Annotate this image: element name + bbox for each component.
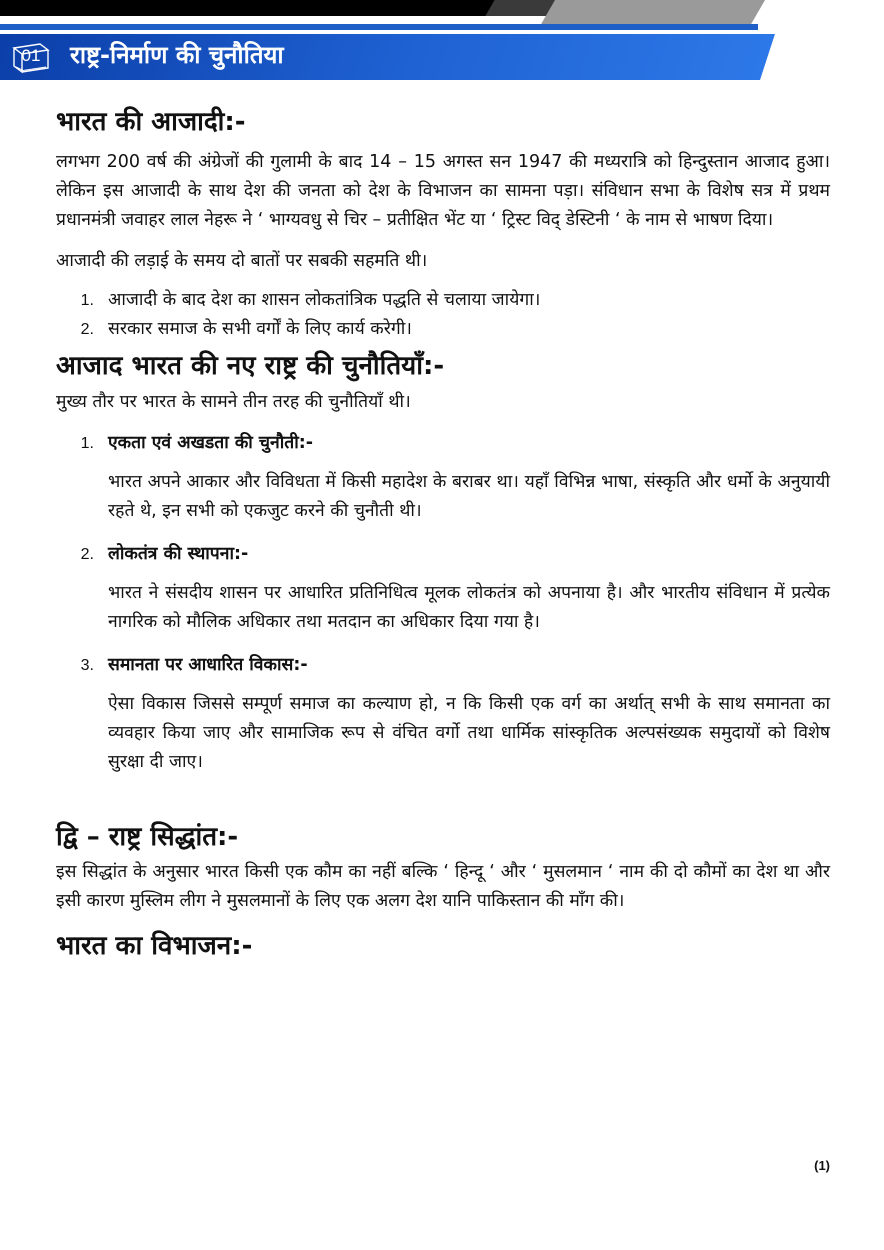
section-heading-partition: भारत का विभाजन:- — [56, 931, 253, 962]
list-item: 2. सरकार समाज के सभी वर्गों के लिए कार्य करेगी। — [80, 318, 412, 339]
list-number: 2. — [80, 545, 94, 563]
subheading: एकता एवं अखडता की चुनौती:- — [108, 432, 314, 453]
section-heading-challenges: आजाद भारत की नए राष्ट्र की चुनौतियाँ:- — [56, 350, 445, 381]
paragraph-independence: लगभग 200 वर्ष की अंग्रेजों की गुलामी के बाद 14 – 15 अगस्त सन 1947 की मध्यरात्रि को हिन्दुस्तान आजाद हुआ। लेकिन इस आजादी के साथ देश की जनता को देश के विभाजन का सामना पड़ा। संविधान सभा के विशेष सत्र में प्रथम प्रधानमंत्री जवाहर लाल नेहरू ने ‘ भाग्यवधु से चिर – प्रतीक्षित भेंट या ‘ ट्रिस्ट विद् डेस्टिनी ‘ के नाम से भाषण दिया। — [56, 151, 830, 230]
challenge-item — [56, 651, 830, 777]
list-number: 3. — [80, 656, 94, 674]
consensus-list — [56, 286, 830, 344]
challenge-description: भारत अपने आकार और विविधता में किसी महादेश के बराबर था। यहाँ विभिन्न भाषा, संस्कृति और धर्मो के अनुयायी रहते थे, इन सभी को एकजुट करने की चुनौती थी। — [108, 471, 830, 521]
challenge-description: भारत ने संसदीय शासन पर आधारित प्रतिनिधित्व मूलक लोकतंत्र को अपनाया है। और भारतीय संविधान में प्रत्येक नागरिक को मौलिक अधिकार तथा मतदान का अधिकार दिया गया है। — [108, 582, 830, 632]
list-number: 1. — [80, 434, 94, 452]
challenge-item — [56, 540, 830, 637]
subheading: समानता पर आधारित विकास:- — [108, 654, 308, 675]
challenge-description: ऐसा विकास जिससे सम्पूर्ण समाज का कल्याण हो, न कि किसी एक वर्ग का अर्थात् सभी के साथ समानता का व्यवहार किया जाए और सामाजिक रूप से वंचित वर्गो तथा धार्मिक सांस्कृतिक अल्पसंख्यक समुदायों को विशेष सुरक्षा दी जाए। — [108, 693, 830, 772]
subheading: लोकतंत्र की स्थापना:- — [108, 543, 249, 564]
challenge-item — [56, 429, 830, 526]
paragraph-challenges-intro: मुख्य तौर पर भारत के सामने तीन तरह की चुनौतियाँ थी। — [56, 391, 411, 412]
page-number: (1) — [814, 1158, 830, 1173]
header-band — [0, 0, 884, 84]
chapter-number: 01 — [21, 46, 41, 65]
document-body — [56, 100, 830, 964]
header-thin-blue-stripe — [0, 24, 758, 30]
paragraph-two-nation-theory: इस सिद्धांत के अनुसार भारत किसी एक कौम का नहीं बल्कि ‘ हिन्दू ‘ और ‘ मुसलमान ‘ नाम की दो कौमों का देश था और इसी कारण मुस्लिम लीग ने मुसलमानों के लिए एक अलग देश यानि पाकिस्तान की माँग की। — [56, 862, 830, 912]
list-item: 1. आजादी के बाद देश का शासन लोकतांत्रिक पद्धति से चलाया जायेगा। — [80, 289, 541, 310]
paragraph-consensus: आजादी की लड़ाई के समय दो बातों पर सबकी सहमति थी। — [56, 250, 428, 271]
chapter-title: राष्ट्र-निर्माण की चुनौतिया — [70, 41, 284, 69]
header-black-stripe — [0, 0, 505, 16]
section-heading-two-nation-theory: द्वि – राष्ट्र सिद्धांत:- — [56, 821, 239, 852]
section-heading-independence: भारत की आजादी:- — [56, 107, 246, 137]
